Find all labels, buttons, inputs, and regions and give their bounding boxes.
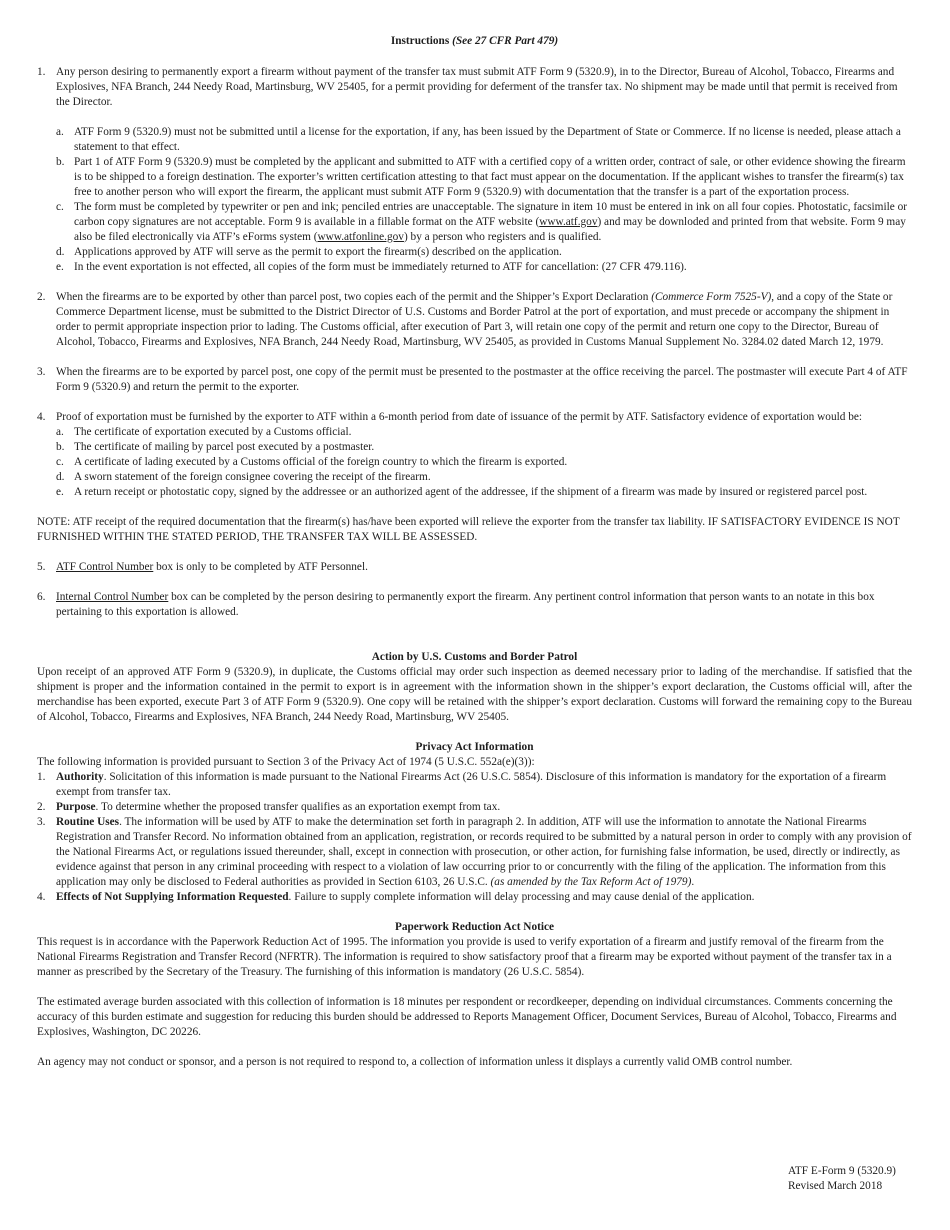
atf-website-link[interactable]: www.atf.gov <box>539 216 598 228</box>
item-text-part: . Failure to supply complete information will delay processing and may cause denial of the application. <box>288 891 755 903</box>
item-number: 1. <box>37 771 46 783</box>
subitem-letter: e. <box>56 261 64 273</box>
subitem-text: The certificate of mailing by parcel post executed by a postmaster. <box>74 441 375 453</box>
subitem-letter: b. <box>56 441 65 453</box>
subitem-text: Applications approved by ATF will serve as the permit to export the firearm(s) described on the application. <box>74 246 562 258</box>
privacy-item-3 <box>37 815 912 890</box>
instruction-item-1 <box>37 65 912 110</box>
privacy-item-4 <box>37 890 912 905</box>
subitem-4c <box>56 455 912 470</box>
item-number: 2. <box>37 801 46 813</box>
item-text-part: . Solicitation of this information is made pursuant to the National Firearms Act (26 U.S.C. 5854). Disclosure of this information is mandatory for the exportation of a firearm exempt from transfer tax. <box>56 771 887 798</box>
subitem-letter: b. <box>56 156 65 168</box>
commerce-form-ref: (Commerce Form 7525-V) <box>651 291 772 303</box>
item-text: When the firearms are to be exported by parcel post, one copy of the permit must be presented to the postmaster at the office receiving the parcel. The postmaster will execute Part 4 of ATF Form 9 (5320.9) and return the permit to the exporter. <box>56 366 908 393</box>
form-footer <box>788 1164 896 1194</box>
item-text: Proof of exportation must be furnished by the exporter to ATF within a 6-month period from date of issuance of the permit by ATF. Satisfactory evidence of exportation would be: <box>56 411 863 423</box>
subitem-4d <box>56 470 912 485</box>
subitem-1c <box>56 200 912 245</box>
item-text <box>56 890 912 905</box>
atfonline-link[interactable]: www.atfonline.gov <box>317 231 404 243</box>
instruction-item-5 <box>37 560 912 575</box>
routine-uses-label: Routine Uses <box>56 816 120 828</box>
purpose-label: Purpose <box>56 801 96 813</box>
subitem-text: A return receipt or photostatic copy, signed by the addressee or an authorized agent of the addressee, if the shipment of a firearm was made by insured or registered parcel post. <box>74 486 868 498</box>
instructions-title <box>37 34 912 49</box>
paperwork-paragraph-2: The estimated average burden associated with this collection of information is 18 minutes per respondent or recordkeeper, depending on individual circumstances. Comments concerning the accuracy of this burden estimate and suggestion for reducing this burden should be addressed to Reports Management Officer, Document Services, Bureau of Alcohol, Tobacco, Firearms and Explosives, Washington, DC 20226. <box>37 996 897 1038</box>
item-text <box>56 770 912 800</box>
subitem-text: ATF Form 9 (5320.9) must not be submitted until a license for the exportation, if any, has been issued by the Department of State or Commerce. If no license is needed, please attach a statement to that effect. <box>74 126 901 153</box>
subitem-letter: d. <box>56 246 65 258</box>
subitem-4b <box>56 440 912 455</box>
subitem-text: A certificate of lading executed by a Customs official of the foreign country to which the firearm is exported. <box>74 456 568 468</box>
item-text <box>56 560 912 575</box>
item-number: 3. <box>37 366 46 378</box>
tax-reform-ref: (as amended by the Tax Reform Act of 1979) <box>490 876 692 888</box>
instruction-item-4 <box>37 410 912 425</box>
privacy-item-2 <box>37 800 912 815</box>
instruction-4-subitems <box>37 425 912 500</box>
paperwork-paragraph-1: This request is in accordance with the Paperwork Reduction Act of 1995. The information you provide is used to verify exportation of a firearm and justify removal of the firearm from the National Firearms Registration and Transfer Record (NFRTR). The information is required to show satisfactory proof that a firearm may be exported without payment of the transfer tax in a manner as prescribed by the Secretary of the Treasury. The furnishing of this information is mandatory (26 U.S.C. 5854). <box>37 936 892 978</box>
subitem-letter: c. <box>56 201 64 213</box>
item-text-part: . To determine whether the proposed transfer qualifies as an exportation exempt from tax. <box>95 801 501 813</box>
subitem-text-part: ) by a person who registers and is qualified. <box>403 231 602 243</box>
subitem-1d <box>56 245 912 260</box>
subitem-4e <box>56 485 912 500</box>
subitem-letter: d. <box>56 471 65 483</box>
subitem-4a <box>56 425 912 440</box>
subitem-text: In the event exportation is not effected, all copies of the form must be immediately returned to ATF for cancellation: (27 CFR 479.116). <box>74 261 687 273</box>
instruction-1-subitems <box>37 125 912 275</box>
subitem-text: A sworn statement of the foreign consignee covering the receipt of the firearm. <box>74 471 431 483</box>
item-text: Any person desiring to permanently export a firearm without payment of the transfer tax must submit ATF Form 9 (5320.9), in to the Director, Bureau of Alcohol, Tobacco, Firearms and Explosives, NFA Branch, 244 Needy Road, Martinsburg, WV 25405, for a permit providing for deferment of the transfer tax. No shipment may be made until that permit is received from the Director. <box>56 66 898 108</box>
customs-heading: Action by U.S. Customs and Border Patrol <box>371 651 578 663</box>
instructions-heading: Instructions <box>390 35 450 47</box>
subitem-letter: e. <box>56 486 64 498</box>
item-text <box>56 590 912 620</box>
item-number: 4. <box>37 411 46 423</box>
customs-paragraph: Upon receipt of an approved ATF Form 9 (5320.9), in duplicate, the Customs official may order such inspection as deemed necessary prior to lading of the merchandise. If satisfied that the shipment is proper and the information contained in the permit to export is in agreement with the information shown in the shipper’s export declaration, the Customs official will, after the merchandise has been exported, execute Part 3 of ATF Form 9 (5320.9). One copy will be retained with the shipper’s export declaration. Customs will forward the remaining copy to the Bureau of Alcohol, Tobacco, Firearms and Explosives, NFA Branch, 244 Needy Road, Martinsburg, WV 25405. <box>37 666 912 723</box>
revision-date: Revised March 2018 <box>788 1180 883 1192</box>
item-text <box>56 290 912 350</box>
item-text-part: box is only to be completed by ATF Personnel. <box>153 561 368 573</box>
item-number: 5. <box>37 561 46 573</box>
internal-control-number-label: Internal Control Number <box>56 591 169 603</box>
subitem-text-part: ) and may be downloded and printed from that website. Form 9 may also be filed electronically via ATF’s eForms system ( <box>74 216 906 243</box>
instructions-cfr-ref: (See 27 CFR Part 479) <box>452 35 559 47</box>
privacy-intro: The following information is provided pursuant to Section 3 of the Privacy Act of 1974 (5 U.S.C. 552a(e)(3)): <box>37 756 535 768</box>
subitem-1a <box>56 125 912 155</box>
subitem-1b <box>56 155 912 200</box>
subitem-letter: a. <box>56 126 64 138</box>
item-number: 4. <box>37 891 46 903</box>
paperwork-heading: Paperwork Reduction Act Notice <box>394 921 555 933</box>
subitem-letter: a. <box>56 426 64 438</box>
authority-label: Authority <box>56 771 104 783</box>
item-text-part: When the firearms are to be exported by other than parcel post, two copies each of the permit and the Shipper’s Export Declaration <box>56 291 652 303</box>
item-text-part: box can be completed by the person desiring to permanently export the firearm. Any pertinent control information that person wants to an notate in this box pertaining to this exportation is allowed. <box>56 591 875 618</box>
form-number: ATF E-Form 9 (5320.9) <box>788 1165 896 1177</box>
subitem-text <box>74 200 912 245</box>
item-number: 1. <box>37 66 46 78</box>
instruction-item-2 <box>37 290 912 350</box>
item-text <box>56 815 912 890</box>
privacy-item-1 <box>37 770 912 800</box>
item-text <box>56 800 912 815</box>
privacy-heading: Privacy Act Information <box>415 741 534 753</box>
subitem-letter: c. <box>56 456 64 468</box>
item-text-part: , and a copy of the State or Commerce Department license, must be submitted to the District Director of U.S. Customs and Border Patrol at the port of exportation, and must precede or accompany the shipment in order to permit appropriate inspection prior to lading. The Customs official, after execution of Part 3, will retain one copy of the permit and return one copy to the Director, Bureau of Alcohol, Tobacco, Firearms and Explosives, NFA Branch, 244 Needy Road, Martinsburg, WV 25405, as provided in Customs Manual Supplement No. 3284.02 dated March 12, 1979. <box>56 291 893 348</box>
item-text-part: . <box>691 876 695 888</box>
instruction-item-3 <box>37 365 912 395</box>
paperwork-paragraph-3: An agency may not conduct or sponsor, and a person is not required to respond to, a collection of information unless it displays a currently valid OMB control number. <box>37 1056 793 1068</box>
item-text-part: . The information will be used by ATF to make the determination set forth in paragraph 2. In addition, ATF will use the information to annotate the National Firearms Registration and Transfer Record. No information obtained from an application, registration, or records required to be submitted by a natural person in order to comply with any provision of the National Firearms Act, or regulations issued thereunder, shall, except in connection with prosecution, or other action, for furnishing false information, be used, directly or indirectly, as evidence against that person in any criminal proceeding with respect to a violation of law occurring prior to or concurrently with the filing of the application. The information from this application may only be disclosed to Federal authorities as provided in Section 6103, 26 U.S.C. <box>56 816 912 888</box>
item-number: 2. <box>37 291 46 303</box>
subitem-1e <box>56 260 912 275</box>
instruction-item-6 <box>37 590 912 620</box>
item-number: 3. <box>37 816 46 828</box>
subitem-text: Part 1 of ATF Form 9 (5320.9) must be completed by the applicant and submitted to ATF with a certified copy of a written order, contract of sale, or other evidence showing the firearm is to be shipped to a foreign destination. The exporter’s written certification attesting to that fact must appear on the documentation. If the applicant wishes to transfer the firearm(s) tax free to another person who will export the firearm, the applicant must submit ATF Form 9 (5320.9) with documentation that the transfer is a part of the exportation process. <box>74 156 906 198</box>
item-number: 6. <box>37 591 46 603</box>
subitem-text: The certificate of exportation executed by a Customs official. <box>74 426 352 438</box>
subitem-text-part: The form must be completed by typewriter or pen and ink; penciled entries are unacceptable. The signature in item 10 must be entered in ink on all four copies. Photostatic, facsimile or carbon copy signatures are not acceptable. Form 9 is available in a fillable format on the ATF website ( <box>74 201 907 228</box>
effects-label: Effects of Not Supplying Information Requested <box>56 891 289 903</box>
atf-control-number-label: ATF Control Number <box>56 561 154 573</box>
note-paragraph: NOTE: ATF receipt of the required documentation that the firearm(s) has/have been exported will relieve the exporter from the transfer tax liability. IF SATISFACTORY EVIDENCE IS NOT FURNISHED WITHIN THE STATED PERIOD, THE TRANSFER TAX WILL BE ASSESSED. <box>37 516 900 543</box>
